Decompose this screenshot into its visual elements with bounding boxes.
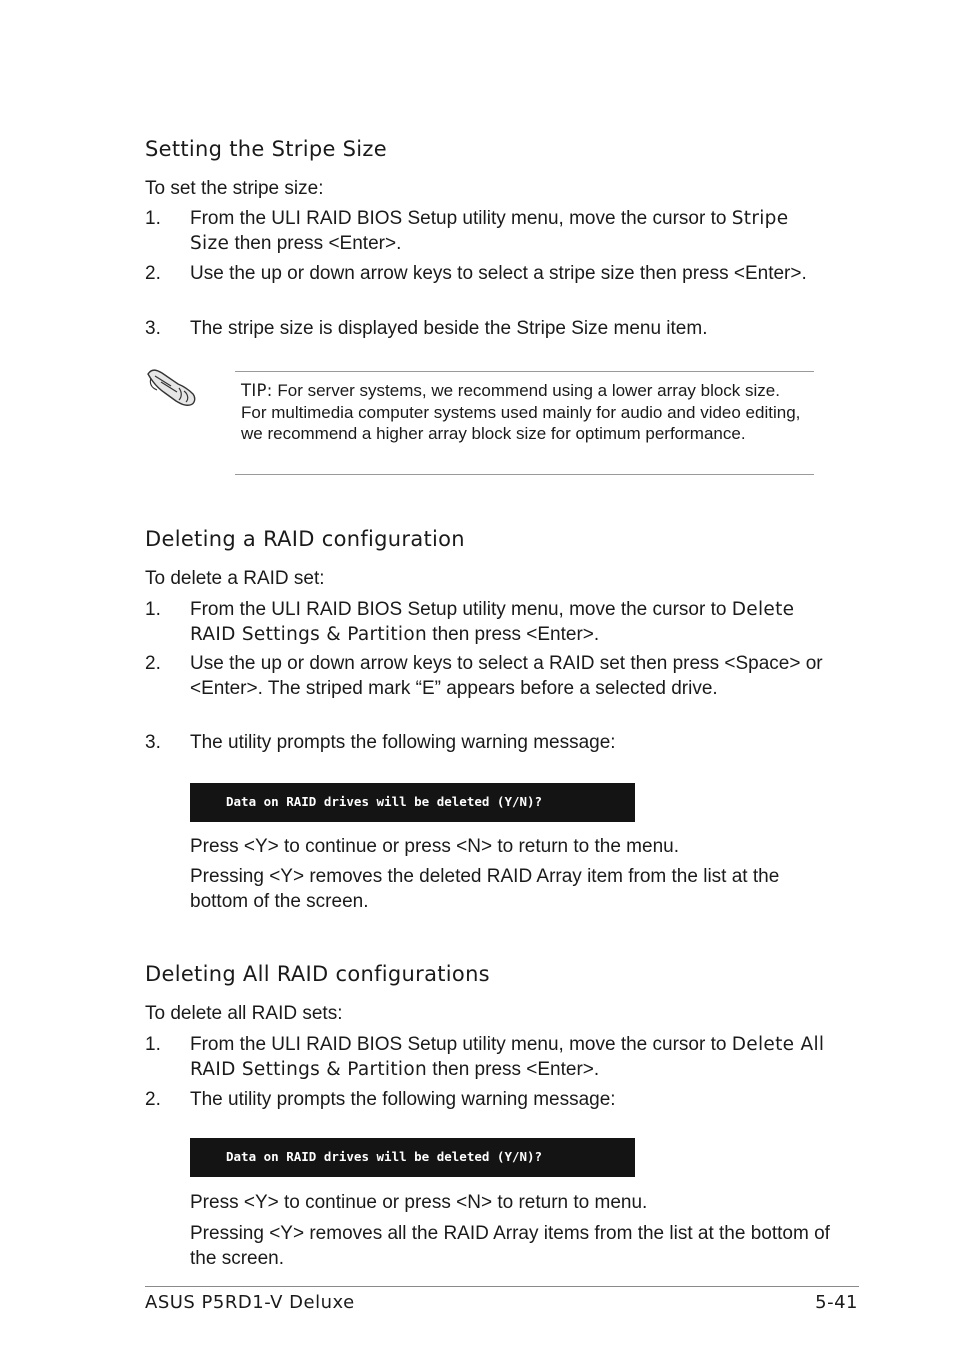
step-number: 2. [145,653,161,674]
step-text: The utility prompts the following warning message: [190,732,616,753]
step-text-end: then press <Enter>. [427,1058,600,1080]
stripe-step-2 [145,262,825,287]
menu-keyword: Stripe Size [190,208,789,254]
step-text: From the ULI RAID BIOS Setup utility menu, move the cursor to [190,208,732,229]
footer-rule [145,1286,859,1287]
delete-step-2 [145,652,825,701]
tip-box [235,371,814,475]
delete-all-step-1 [145,1033,825,1082]
warning-message: Data on RAID drives will be deleted (Y/N)? [226,794,543,809]
step-text: The stripe size is displayed beside the Stripe Size menu item. [190,318,708,339]
footer-page-number: 5-41 [815,1292,858,1313]
step-number: 2. [145,1089,161,1110]
step-number: 1. [145,599,161,620]
menu-keyword: Delete RAID Settings & Partition [190,599,795,645]
step-number: 1. [145,1034,161,1055]
step-text: Use the up or down arrow keys to select a stripe size then press <Enter>. [190,263,807,284]
delete-all-para-1: Press <Y> to continue or press <N> to return to menu. [190,1192,648,1213]
intro-delete-all-raid: To delete all RAID sets: [145,1003,343,1024]
heading-stripe-size: Setting the Stripe Size [145,137,387,161]
step-number: 3. [145,318,161,339]
intro-stripe-size: To set the stripe size: [145,178,324,199]
stripe-step-3 [145,317,825,342]
step-text-end: then press <Enter>. [229,232,402,254]
step-text: Use the up or down arrow keys to select a RAID set then press <Space> or <Enter>. The striped mark “E” appears before a selected drive. [190,653,823,699]
step-number: 1. [145,208,161,229]
step-text: The utility prompts the following warning message: [190,1089,616,1110]
step-number: 3. [145,732,161,753]
warning-message-box [190,1138,635,1177]
warning-message: Data on RAID drives will be deleted (Y/N)? [226,1149,543,1164]
intro-delete-raid: To delete a RAID set: [145,568,325,589]
delete-all-step-2 [145,1088,825,1113]
delete-all-para-2: Pressing <Y> removes all the RAID Array items from the list at the bottom of the screen. [190,1223,830,1269]
step-number: 2. [145,263,161,284]
hand-note-icon [143,364,201,410]
heading-delete-raid: Deleting a RAID configuration [145,527,465,551]
warning-message-box [190,783,635,822]
delete-step-3 [145,731,825,756]
delete-para-1: Press <Y> to continue or press <N> to return to the menu. [190,836,679,857]
step-text: From the ULI RAID BIOS Setup utility menu, move the cursor to [190,599,732,620]
stripe-step-1 [145,207,825,256]
tip-body: For server systems, we recommend using a lower array block size. For multimedia computer systems used mainly for audio and video editing, we recommend a higher array block size for optimum performance. [241,381,801,443]
delete-para-2: Pressing <Y> removes the deleted RAID Array item from the list at the bottom of the screen. [190,866,780,912]
menu-keyword: Delete All RAID Settings & Partition [190,1034,825,1080]
delete-step-1 [145,598,825,647]
heading-delete-all-raid: Deleting All RAID configurations [145,962,490,986]
footer-product-name: ASUS P5RD1-V Deluxe [145,1292,355,1313]
step-text-end: then press <Enter>. [427,623,600,645]
tip-text [241,380,801,445]
tip-label: TIP: [241,381,273,400]
step-text: From the ULI RAID BIOS Setup utility menu, move the cursor to [190,1034,732,1055]
